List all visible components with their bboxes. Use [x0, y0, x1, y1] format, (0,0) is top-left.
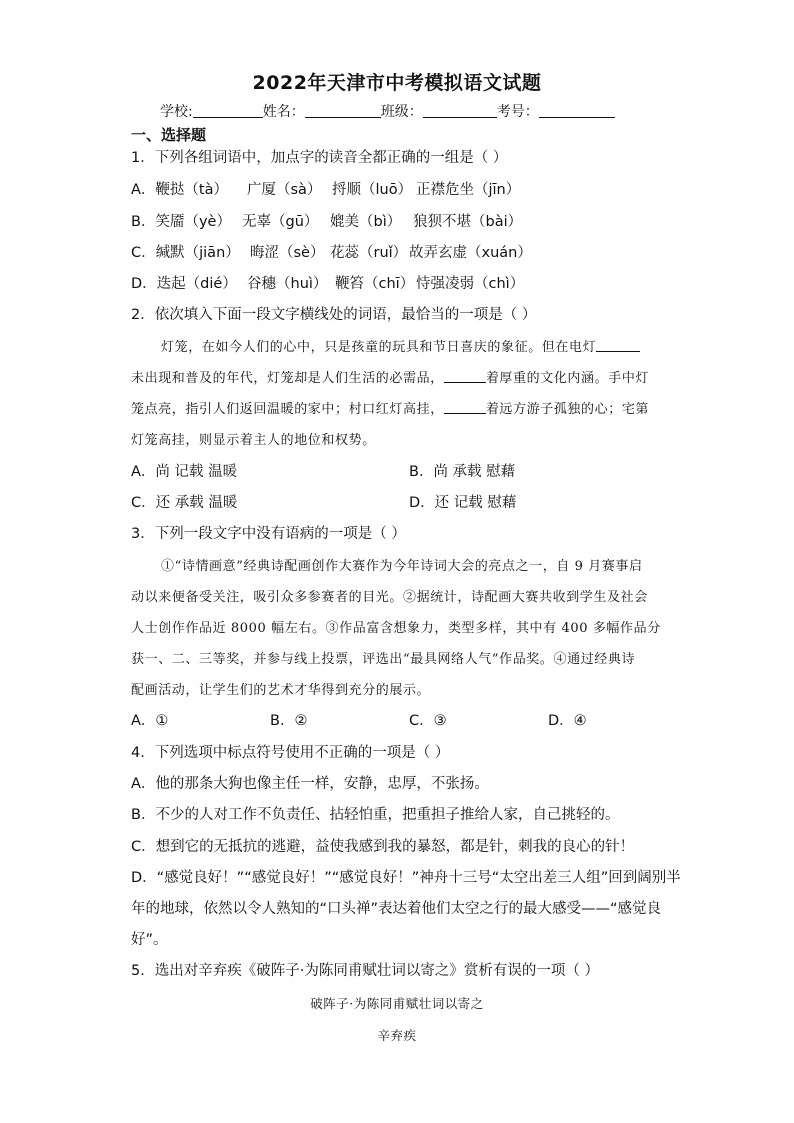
- q5-stem: 5．选出对辛弃疾《破阵子·为陈同甫赋壮词以寄之》赏析有误的一项（ ）: [131, 963, 599, 979]
- fill-blank[interactable]: [444, 369, 486, 383]
- q2-option-c: C．还 承载 温暖: [131, 495, 238, 511]
- q2-option-b: B．尚 承载 慰藉: [409, 464, 516, 480]
- q3-stem: 3．下列一段文字中没有语病的一项是（ ）: [131, 526, 406, 542]
- q4-option-a: A．他的那条大狗也像主任一样，安静，忠厚，不张扬。: [131, 776, 489, 792]
- q3-passage-line: 人士创作作品近 8000 幅左右。③作品富含想象力，类型多样，其中有 400 多幅作品分: [131, 621, 661, 636]
- name-blank[interactable]: [305, 103, 381, 118]
- q3-passage-line: 获一、二、三等奖，并参与线上投票，评选出“最具网络人气”作品奖。④通过经典诗: [131, 652, 636, 667]
- q4-option-d-cont: 好”。: [131, 932, 168, 948]
- section-heading: 一、选择题: [131, 126, 207, 144]
- q2-option-d: D．还 记载 慰藉: [409, 495, 517, 511]
- fill-blank[interactable]: [444, 400, 486, 414]
- q3-passage-line: 动以来便备受关注，吸引众多参赛者的目光。②据统计，诗配画大赛共收到学生及社会: [131, 590, 648, 605]
- q4-option-d: D．“感觉良好！”“感觉良好！”“感觉良好！”神舟十三号“太空出差三人组”回到阔别半: [131, 870, 681, 886]
- poem-author: 辛弃疾: [377, 1028, 417, 1043]
- student-info-line: [160, 101, 615, 121]
- q2-stem: 2．依次填入下面一段文字横线处的词语，最恰当的一项是（ ）: [131, 307, 537, 323]
- q3-passage-line: ①“诗情画意”经典诗配画创作大赛作为今年诗词大会的亮点之一，自 9 月赛事启: [161, 559, 643, 574]
- name-label: 姓名：: [262, 104, 305, 120]
- q2-option-a: A．尚 记载 温暖: [131, 464, 238, 480]
- exam-page: 2022年天津市中考模拟语文试题 学校: 姓名： 班级： 考号： 一、选择题 1．下列各组词语中，加点字的读音全都正确的一组是（ ） A．鞭挞（tà） 广厦（sà） 捋顺（luō） 正襟危坐（jīn） B．笑靥（yè） 无辜（gū） 媲美（bì） 狼狈不堪（bài） C．缄默（jiān） 晦涩（sè） 花蕊（ruǐ） 故弄玄虚（xuán） D．迭起（dié） 谷穗（huì） 鞭笞（chī） 恃强凌弱（chì） 2．依次填入下面一段文字横线处的词语，最恰当的一项是（ ） 灯笼，在如今人们的心中，只是孩童的玩具和节日喜庆的象征。但在电灯 未出现和普及的年代，灯笼却是人们生活的必需品， 着厚重的文化内涵。手中灯 笼点亮，指引人们返回温暖的家中；村口红灯高挂， 着远方游子孤独的心；宅第 灯笼高挂，则显示着主人的地位和权势。 A．尚 记载 温暖 B．尚 承载 慰藉 C．还 承载 温暖 D．还 记载 慰藉 3．下列一段文字中没有语病的一项是（ ） ①“诗情画意”经典诗配画创作大赛作为今年诗词大会的亮点之一，自 9 月赛事启 动以来便备受关注，吸引众多参赛者的目光。②据统计，诗配画大赛共收到学生及社会 人士创作作品近 8000 幅左右。③作品富含想象力，类型多样，其中有 400 多幅作品分 获一、二、三等奖，并参与线上投票，评选出“最具网络人气”作品奖。④通过经典诗 配画活动，让学生们的艺术才华得到充分的展示。 A．① B．② C．③ D．④ 4．下列选项中标点符号使用不正确的一项是（ ） A．他的那条大狗也像主任一样，安静，忠厚，不张扬。 B．不少的人对工作不负责任、拈轻怕重，把重担子推给人家，自己挑轻的。 C．想到它的无抵抗的逃避，益使我感到我的暴怒，都是针，刺我的良心的针！ D．“感觉良好！”“感觉良好！”“感觉良好！”神舟十三号“太空出差三人组”回到阔别半 年的地球，依然以令人熟知的“口头禅”表达着他们太空之行的最大感受——“感觉良 好”。 5．选出对辛弃疾《破阵子·为陈同甫赋壮词以寄之》赏析有误的一项（ ） 破阵子·为陈同甫赋壮词以寄之 辛弃疾: [0, 0, 794, 1123]
- q4-option-b: B．不少的人对工作不负责任、拈轻怕重，把重担子推给人家，自己挑轻的。: [131, 807, 620, 823]
- q4-option-d-cont: 年的地球，依然以令人熟知的“口头禅”表达着他们太空之行的最大感受——“感觉良: [131, 901, 662, 917]
- page-title: 2022年天津市中考模拟语文试题: [252, 72, 542, 94]
- class-label: 班级：: [380, 104, 423, 120]
- exam-no-label: 考号：: [496, 104, 539, 120]
- q4-option-c: C．想到它的无抵抗的逃避，益使我感到我的暴怒，都是针，刺我的良心的针！: [131, 839, 635, 855]
- q3-option-c: C．③: [409, 713, 447, 729]
- fill-blank[interactable]: [596, 338, 640, 352]
- q3-option-d: D．④: [548, 713, 587, 729]
- q3-passage-line: 配画活动，让学生们的艺术才华得到充分的展示。: [131, 683, 431, 698]
- q4-stem: 4．下列选项中标点符号使用不正确的一项是（ ）: [131, 745, 450, 761]
- q3-option-b: B．②: [270, 713, 308, 729]
- exam-no-blank[interactable]: [539, 103, 615, 118]
- school-label: 学校:: [160, 104, 193, 120]
- q2-passage-line: 灯笼高挂，则显示着主人的地位和权势。: [131, 433, 376, 448]
- q1-stem: 1．下列各组词语中，加点字的读音全都正确的一组是（ ）: [131, 150, 508, 166]
- school-blank[interactable]: [193, 103, 263, 118]
- q2-passage-line: 笼点亮，指引人们返回温暖的家中；村口红灯高挂， 着远方游子孤独的心；宅第: [131, 402, 650, 417]
- poem-title: 破阵子·为陈同甫赋壮词以寄之: [310, 996, 484, 1011]
- class-blank[interactable]: [423, 103, 497, 118]
- q2-passage-line: 灯笼，在如今人们的心中，只是孩童的玩具和节日喜庆的象征。但在电灯: [161, 338, 640, 358]
- q3-option-a: A．①: [131, 713, 169, 729]
- q2-passage-line: 未出现和普及的年代，灯笼却是人们生活的必需品， 着厚重的文化内涵。手中灯: [131, 371, 650, 386]
